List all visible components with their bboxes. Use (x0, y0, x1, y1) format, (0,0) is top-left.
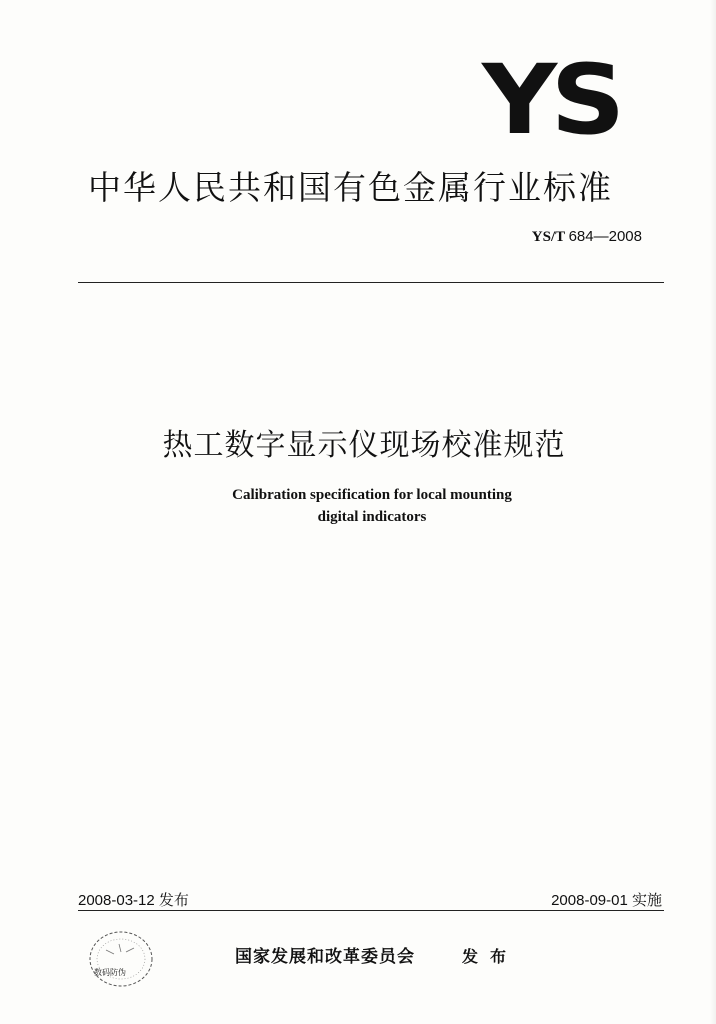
english-title-line-1: Calibration specification for local mounting (232, 487, 512, 503)
standard-code-number: 684—2008 (568, 228, 642, 245)
anti-counterfeit-seal-icon (86, 928, 156, 990)
top-divider (78, 282, 664, 283)
bottom-divider (78, 910, 664, 911)
english-title-line-2: digital indicators (317, 509, 427, 525)
implementation-date: 2008-09-01 实施 (551, 892, 662, 909)
document-title-chinese: 热工数字显示仪现场校准规范 (162, 428, 566, 463)
logo-text: YS (482, 44, 619, 156)
standard-code-prefix: YS/T (531, 229, 565, 245)
seal-label: 数码防伪 (94, 968, 126, 977)
standard-code (532, 228, 642, 246)
standard-category-title: 中华人民共和国有色金属行业标准 (88, 168, 613, 207)
publish-label: 发布 (462, 947, 519, 966)
issue-date: 2008-03-12 发布 (78, 892, 189, 909)
document-title-english (0, 484, 716, 528)
scan-edge-shadow (710, 0, 716, 1024)
ys-logo (482, 44, 632, 156)
publisher-name: 国家发展和改革委员会 (235, 947, 415, 967)
